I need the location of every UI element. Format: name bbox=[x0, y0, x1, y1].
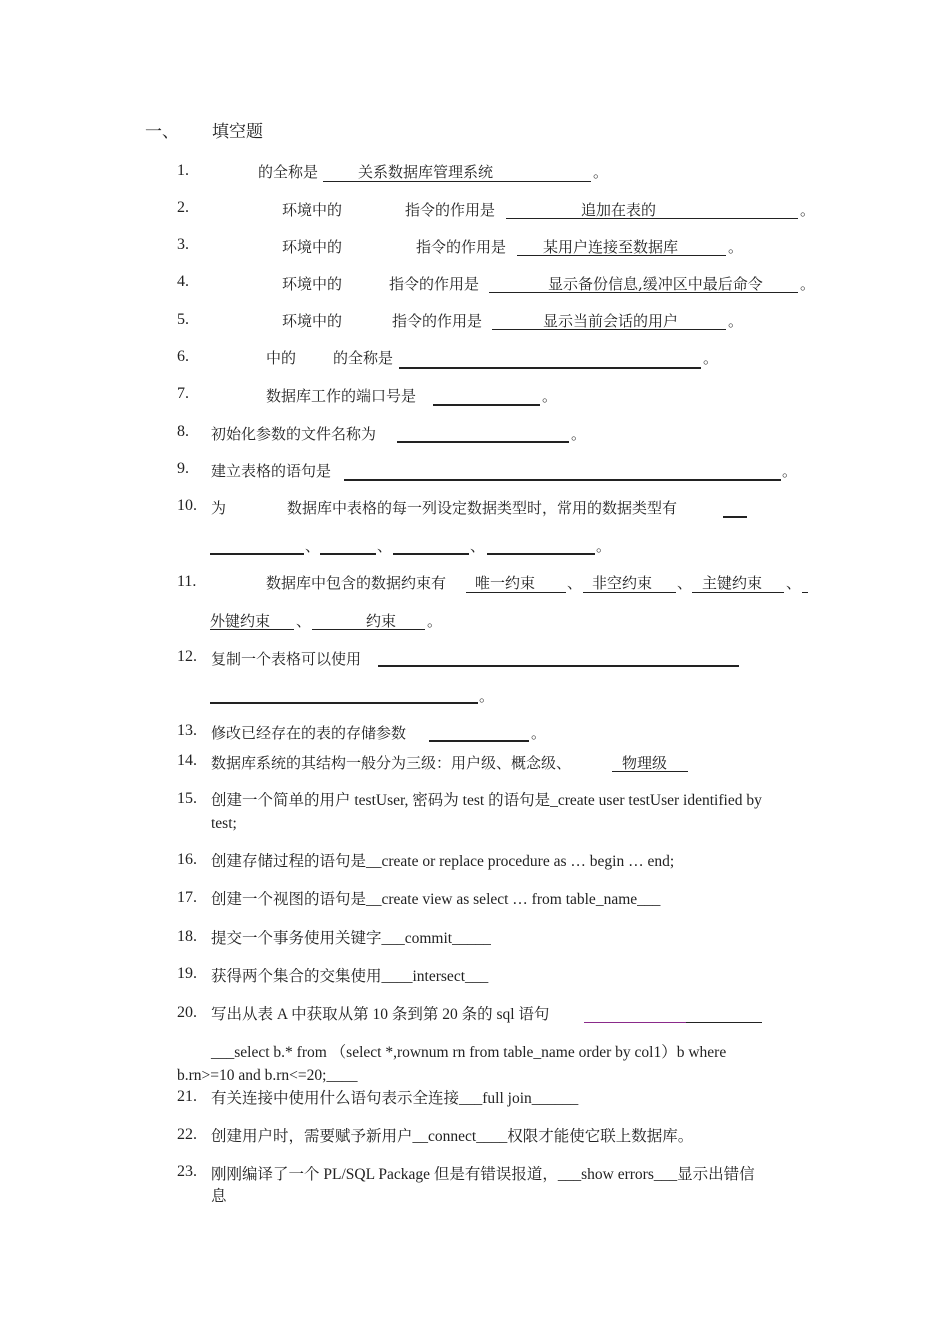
q2-text-a: 环境中的 bbox=[282, 201, 343, 219]
q10-blank-0 bbox=[723, 516, 747, 518]
q6-text-b: 的全称是 bbox=[333, 349, 394, 367]
q11-answer-1: 唯一约束 bbox=[475, 574, 536, 592]
q13-text: 修改已经存在的表的存储参数 bbox=[211, 724, 407, 742]
q10-sep-3: 、 bbox=[470, 537, 486, 555]
q17-number: 17. bbox=[177, 889, 197, 906]
q4-text-a: 环境中的 bbox=[282, 275, 343, 293]
q11-sep-3: 、 bbox=[786, 574, 802, 592]
q21-text: 有关连接中使用什么语句表示全连接___full join______ bbox=[211, 1090, 579, 1107]
q3-text-b: 指令的作用是 bbox=[416, 238, 507, 256]
q1-number: 1. bbox=[177, 162, 189, 179]
q20-blank-accent bbox=[584, 1022, 686, 1023]
q6-text-a: 中的 bbox=[266, 349, 297, 367]
q6-number: 6. bbox=[177, 348, 189, 365]
q15-number: 15. bbox=[177, 790, 197, 807]
q9-text: 建立表格的语句是 bbox=[211, 462, 332, 480]
q11-blank-5 bbox=[312, 629, 425, 630]
q18-text: 提交一个事务使用关键字___commit_____ bbox=[211, 930, 491, 947]
q11-answer-2: 非空约束 bbox=[592, 574, 653, 592]
q11-answer-4: 外键约束 bbox=[210, 612, 271, 630]
q3-blank bbox=[517, 255, 726, 256]
q10-text-a: 为 bbox=[211, 499, 227, 517]
q4-answer: 显示备份信息,缓冲区中最后命令 bbox=[548, 275, 763, 293]
q8-end: 。 bbox=[571, 425, 587, 443]
q19-number: 19. bbox=[177, 965, 197, 982]
q16-number: 16. bbox=[177, 851, 197, 868]
q8-text: 初始化参数的文件名称为 bbox=[211, 425, 377, 443]
q6-end: 。 bbox=[703, 349, 719, 367]
q4-blank bbox=[489, 292, 798, 293]
q10-blank-2 bbox=[320, 553, 376, 555]
q12-text: 复制一个表格可以使用 bbox=[211, 650, 362, 668]
q14-blank bbox=[612, 771, 688, 772]
q5-number: 5. bbox=[177, 311, 189, 328]
q9-blank bbox=[344, 479, 781, 481]
q11-end: 。 bbox=[427, 612, 443, 630]
q2-blank bbox=[506, 218, 798, 219]
q22-number: 22. bbox=[177, 1126, 197, 1143]
q11-blank-3b bbox=[802, 592, 808, 593]
q11-answer-5: 约束 bbox=[366, 612, 397, 630]
q10-sep-1: 、 bbox=[305, 537, 321, 555]
q10-blank-3 bbox=[393, 553, 469, 555]
q4-end: 。 bbox=[800, 275, 816, 293]
q12-blank-2 bbox=[210, 702, 478, 704]
q20-number: 20. bbox=[177, 1004, 197, 1021]
q11-number: 11. bbox=[177, 573, 197, 590]
q1-blank bbox=[323, 181, 591, 182]
q15-text: 创建一个简单的用户 testUser, 密码为 test 的语句是_create user testUser identified by bbox=[211, 792, 762, 809]
q11-blank-2 bbox=[583, 592, 676, 593]
q11-sep-2: 、 bbox=[677, 574, 693, 592]
q11-blank-3 bbox=[692, 592, 784, 593]
q10-blank-4 bbox=[487, 553, 595, 555]
q7-text: 数据库工作的端口号是 bbox=[266, 387, 417, 405]
q13-end: 。 bbox=[531, 724, 547, 742]
q23-text: 刚刚编译了一个 PL/SQL Package 但是有错误报道，___show errors___显示出错信 bbox=[211, 1166, 755, 1183]
q10-number: 10. bbox=[177, 497, 197, 514]
q1-answer: 关系数据库管理系统 bbox=[358, 163, 494, 181]
q5-text-a: 环境中的 bbox=[282, 312, 343, 330]
q11-blank-1 bbox=[466, 592, 566, 593]
q7-end: 。 bbox=[542, 387, 558, 405]
q11-sep-4: 、 bbox=[296, 612, 312, 630]
q19-text: 获得两个集合的交集使用____intersect___ bbox=[211, 968, 489, 985]
q20-answer-line-1: ___select b.* from （select *,rownum rn from table_name order by col1）b where bbox=[211, 1044, 727, 1061]
q23-number: 23. bbox=[177, 1163, 197, 1180]
q18-number: 18. bbox=[177, 928, 197, 945]
q20-blank bbox=[686, 1022, 762, 1023]
q3-end: 。 bbox=[728, 238, 744, 256]
q9-number: 9. bbox=[177, 460, 189, 477]
q11-answer-3: 主键约束 bbox=[702, 574, 763, 592]
q7-number: 7. bbox=[177, 385, 189, 402]
q10-end: 。 bbox=[596, 537, 612, 555]
q12-end: 。 bbox=[479, 687, 495, 705]
q1-text: 的全称是 bbox=[258, 163, 319, 181]
q23-text-2: 息 bbox=[211, 1188, 227, 1205]
q12-blank-1 bbox=[378, 665, 739, 667]
q14-text: 数据库系统的其结构一般分为三级：用户级、概念级、 bbox=[211, 754, 572, 772]
q5-answer: 显示当前会话的用户 bbox=[543, 312, 679, 330]
q12-number: 12. bbox=[177, 648, 197, 665]
q10-text-b: 数据库中表格的每一列设定数据类型时，常用的数据类型有 bbox=[287, 499, 678, 517]
q2-number: 2. bbox=[177, 199, 189, 216]
q4-number: 4. bbox=[177, 273, 189, 290]
q9-end: 。 bbox=[782, 462, 798, 480]
q14-answer: 物理级 bbox=[622, 754, 668, 772]
q20-answer-line-2: b.rn>=10 and b.rn<=20;____ bbox=[177, 1067, 358, 1084]
q15-text-2: test; bbox=[211, 815, 237, 832]
q13-blank bbox=[429, 740, 529, 742]
q20-text: 写出从表 A 中获取从第 10 条到第 20 条的 sql 语句 bbox=[211, 1006, 550, 1023]
q2-end: 。 bbox=[800, 201, 816, 219]
q7-blank bbox=[433, 404, 540, 406]
q3-number: 3. bbox=[177, 236, 189, 253]
q10-blank-1 bbox=[210, 553, 304, 555]
q5-blank bbox=[492, 329, 726, 330]
q16-text: 创建存储过程的语句是__create or replace procedure as … begin … end; bbox=[211, 853, 675, 870]
q5-text-b: 指令的作用是 bbox=[392, 312, 483, 330]
q6-blank bbox=[399, 367, 701, 369]
q22-text: 创建用户时，需要赋予新用户__connect____权限才能使它联上数据库。 bbox=[211, 1128, 694, 1145]
q4-text-b: 指令的作用是 bbox=[389, 275, 480, 293]
q14-number: 14. bbox=[177, 752, 197, 769]
q3-text-a: 环境中的 bbox=[282, 238, 343, 256]
section-marker: 一、 bbox=[145, 122, 179, 142]
q11-blank-4 bbox=[210, 629, 294, 630]
q13-number: 13. bbox=[177, 722, 197, 739]
q2-text-b: 指令的作用是 bbox=[405, 201, 496, 219]
q1-end: 。 bbox=[593, 163, 609, 181]
section-title: 填空题 bbox=[212, 122, 263, 142]
q8-number: 8. bbox=[177, 423, 189, 440]
q11-sep-1: 、 bbox=[567, 574, 583, 592]
q11-text: 数据库中包含的数据约束有 bbox=[266, 574, 447, 592]
q8-blank bbox=[397, 441, 569, 443]
q21-number: 21. bbox=[177, 1088, 197, 1105]
q3-answer: 某用户连接至数据库 bbox=[543, 238, 679, 256]
q10-sep-2: 、 bbox=[377, 537, 393, 555]
q5-end: 。 bbox=[728, 312, 744, 330]
q2-answer: 追加在表的 bbox=[581, 201, 657, 219]
q17-text: 创建一个视图的语句是__create view as select … from table_name___ bbox=[211, 891, 661, 908]
